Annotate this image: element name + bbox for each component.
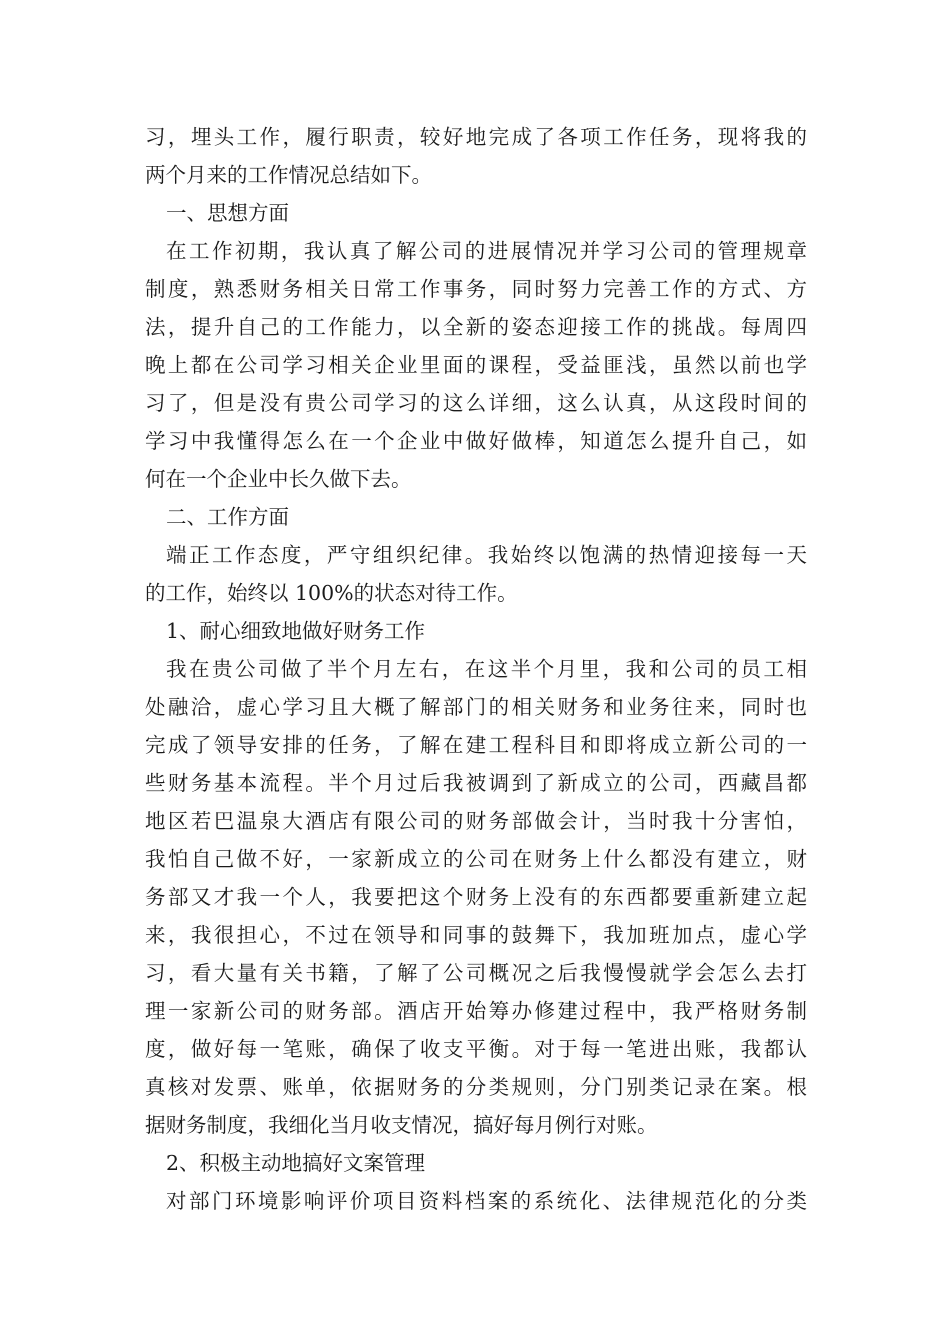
paragraph-line: 些财务基本流程。半个月过后我被调到了新成立的公司，西藏昌都 <box>145 771 807 795</box>
document-page <box>145 118 807 1220</box>
paragraph-line: 据财务制度，我细化当月收支情况，搞好每月例行对账。 <box>145 1113 658 1137</box>
section-heading: 二、工作方面 <box>166 505 289 529</box>
paragraph-line: 习，埋头工作，履行职责，较好地完成了各项工作任务，现将我的 <box>145 125 807 149</box>
paragraph-line: 习了，但是没有贵公司学习的这么详细，这么认真，从这段时间的 <box>145 391 807 415</box>
subsection-heading: 2、积极主动地搞好文案管理 <box>166 1151 426 1175</box>
paragraph-line: 度，做好每一笔账，确保了收支平衡。对于每一笔进出账，我都认 <box>145 1037 807 1061</box>
paragraph-line: 两个月来的工作情况总结如下。 <box>145 163 432 187</box>
subsection-heading: 1、耐心细致地做好财务工作 <box>166 619 426 643</box>
paragraph-line: 法，提升自己的工作能力，以全新的姿态迎接工作的挑战。每周四 <box>145 315 807 339</box>
paragraph-line: 制度，熟悉财务相关日常工作事务，同时努力完善工作的方式、方 <box>145 277 807 301</box>
paragraph-line: 习，看大量有关书籍，了解了公司概况之后我慢慢就学会怎么去打 <box>145 961 807 985</box>
paragraph-line: 的工作，始终以 100%的状态对待工作。 <box>145 581 518 605</box>
paragraph-line: 务部又才我一个人，我要把这个财务上没有的东西都要重新建立起 <box>145 885 807 909</box>
paragraph-line: 来，我很担心，不过在领导和同事的鼓舞下，我加班加点，虚心学 <box>145 923 807 947</box>
paragraph-line: 学习中我懂得怎么在一个企业中做好做棒，知道怎么提升自己，如 <box>145 429 807 453</box>
paragraph-line: 对部门环境影响评价项目资料档案的系统化、法律规范化的分类 <box>166 1189 807 1213</box>
paragraph-line: 完成了领导安排的任务，了解在建工程科目和即将成立新公司的一 <box>145 733 807 757</box>
paragraph-line: 在工作初期，我认真了解公司的进展情况并学习公司的管理规章 <box>166 239 807 263</box>
section-heading: 一、思想方面 <box>166 201 289 225</box>
paragraph-line: 何在一个企业中长久做下去。 <box>145 467 412 491</box>
paragraph-line: 晚上都在公司学习相关企业里面的课程，受益匪浅，虽然以前也学 <box>145 353 807 377</box>
paragraph-line: 我在贵公司做了半个月左右，在这半个月里，我和公司的员工相 <box>166 657 807 681</box>
paragraph-line: 地区若巴温泉大酒店有限公司的财务部做会计，当时我十分害怕， <box>145 809 807 833</box>
paragraph-line: 端正工作态度，严守组织纪律。我始终以饱满的热情迎接每一天 <box>166 543 807 567</box>
paragraph-line: 理一家新公司的财务部。酒店开始筹办修建过程中，我严格财务制 <box>145 999 807 1023</box>
paragraph-line: 真核对发票、账单，依据财务的分类规则，分门别类记录在案。根 <box>145 1075 807 1099</box>
paragraph-line: 我怕自己做不好，一家新成立的公司在财务上什么都没有建立，财 <box>145 847 807 871</box>
paragraph-line: 处融洽，虚心学习且大概了解部门的相关财务和业务往来，同时也 <box>145 695 807 719</box>
